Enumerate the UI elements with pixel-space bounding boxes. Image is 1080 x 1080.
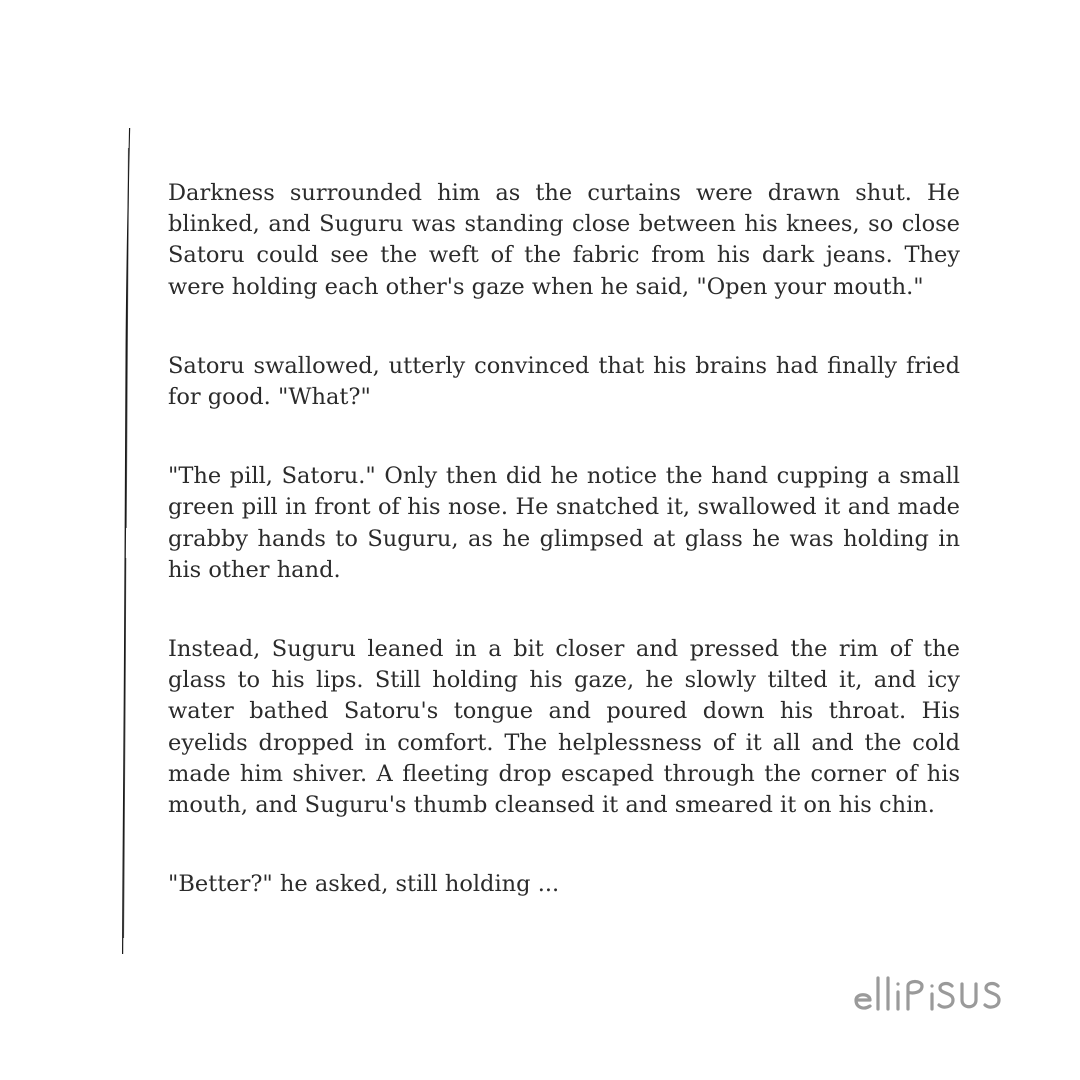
paragraph: "The pill, Satoru." Only then did he notice the hand cupping a small green pill in front of his nose. He snatched it, swallowed it and made grabby hands to Suguru, as he glimpsed at glass he was holding in his other hand.: [168, 463, 960, 583]
brush-stroke-divider: [116, 128, 136, 954]
paragraph: Satoru swallowed, utterly convinced that his brains had finally fried for good. "What?": [168, 352, 960, 411]
ellipsis-logo: [852, 972, 1004, 1016]
paragraph: Darkness surrounded him as the curtains were drawn shut. He blinked, and Suguru was standing close between his knees, so close Satoru could see the weft of the fabric from his dark jeans. They were holding each other's gaze when he said, "Open your mouth.": [168, 180, 960, 300]
paragraph: "Better?" he asked, still holding ...: [168, 871, 560, 898]
paragraph: Instead, Suguru leaned in a bit closer and pressed the rim of the glass to his lips. Still holding his gaze, he slowly tilted it, and icy water bathed Satoru's tongue and poured down his throat. His eyelids dropped in comfort. The helplessness of it all and the cold made him shiver. A fleeting drop escaped through the corner of his mouth, and Suguru's thumb cleansed it and smeared it on his chin.: [168, 636, 960, 819]
story-excerpt: [168, 178, 960, 900]
